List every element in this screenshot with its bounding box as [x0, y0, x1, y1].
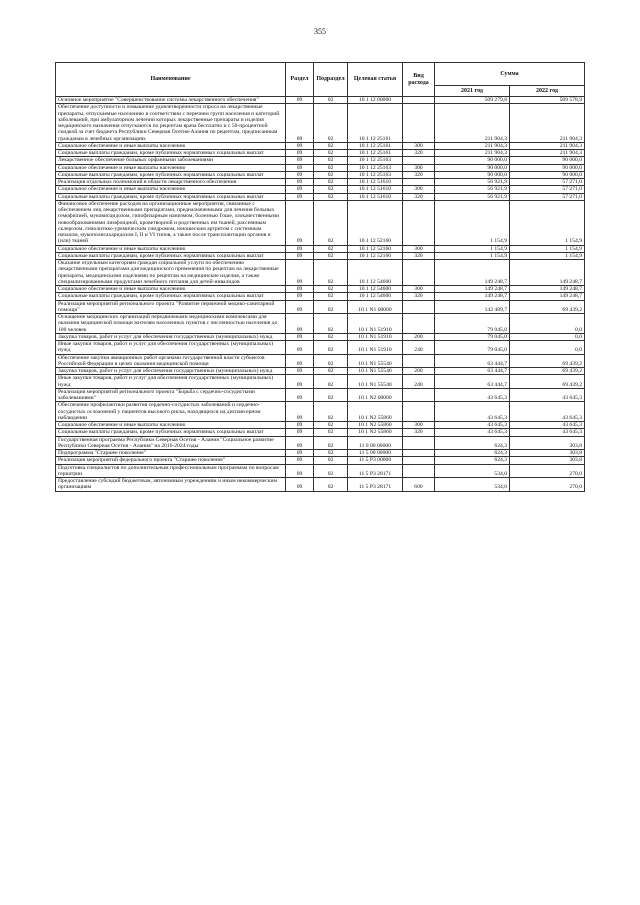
table-row [56, 422, 585, 429]
row-section: 09 [286, 388, 314, 402]
row-target: 10 1 N2 55860 [348, 422, 403, 429]
row-target: 11 0 00 00000 [348, 436, 403, 450]
row-sum-2021: 624,3 [435, 436, 510, 450]
row-subsection: 02 [314, 402, 348, 422]
row-subsection: 02 [314, 450, 348, 457]
row-expense-type: 300 [403, 164, 435, 171]
row-name: Иные закупки товаров, работ и услуг для обеспечения государственных (муниципальных) нужд [56, 341, 286, 355]
row-name: Подготовка специалистов по дополнительным профессиональным программам по вопросам гериатрии [56, 464, 286, 478]
row-sum-2021: 43 645,3 [435, 402, 510, 422]
row-section: 09 [286, 341, 314, 355]
row-sum-2022: 43 645,3 [510, 429, 585, 436]
table-row [56, 354, 585, 368]
row-section: 09 [286, 368, 314, 375]
row-name: Социальное обеспечение и иные выплаты населению [56, 422, 286, 429]
row-expense-type: 320 [403, 429, 435, 436]
row-section: 09 [286, 157, 314, 164]
row-name: Реализация отдельных полномочий в области лекарственного обеспечения [56, 179, 286, 186]
row-expense-type: 300 [403, 422, 435, 429]
row-sum-2022: 270,0 [510, 478, 585, 492]
row-section: 09 [286, 150, 314, 157]
row-name: Основное мероприятие "Совершенствование системы лекарственного обеспечения" [56, 97, 286, 104]
row-section: 09 [286, 97, 314, 104]
row-sum-2022: 43 645,3 [510, 422, 585, 429]
row-subsection: 02 [314, 422, 348, 429]
row-name: Реализация мероприятий регионального проекта "Развитие первичной медико-санитарной помощи" [56, 300, 286, 314]
row-sum-2021: 1 154,9 [435, 200, 510, 245]
row-sum-2022: 509 578,9 [510, 97, 585, 104]
row-target: 10 1 12 52160 [348, 200, 403, 245]
row-sum-2021: 534,0 [435, 464, 510, 478]
row-expense-type: 240 [403, 341, 435, 355]
row-name: Социальное обеспечение и иные выплаты населению [56, 142, 286, 149]
row-subsection: 02 [314, 375, 348, 389]
row-section: 09 [286, 478, 314, 492]
row-sum-2021: 211 904,3 [435, 150, 510, 157]
row-expense-type [403, 464, 435, 478]
row-subsection: 02 [314, 164, 348, 171]
table-row [56, 157, 585, 164]
row-sum-2022: 0,0 [510, 314, 585, 334]
row-name: Реализация мероприятий регионального проекта "Борьба с сердечно-сосудистыми заболеваниями" [56, 388, 286, 402]
row-section: 09 [286, 402, 314, 422]
row-name: Социальные выплаты гражданам, кроме публичных нормативных социальных выплат [56, 171, 286, 178]
row-sum-2022: 303,8 [510, 436, 585, 450]
row-sum-2022: 69 439,2 [510, 354, 585, 368]
row-section: 09 [286, 375, 314, 389]
row-name: Предоставление субсидий бюджетным, автономным учреждениям и иным некоммерческим организациям [56, 478, 286, 492]
row-section: 09 [286, 200, 314, 245]
row-expense-type: 300 [403, 286, 435, 293]
row-expense-type: 320 [403, 171, 435, 178]
row-sum-2021: 63 444,7 [435, 368, 510, 375]
row-sum-2021: 624,3 [435, 457, 510, 464]
row-sum-2022: 1 154,9 [510, 252, 585, 259]
row-sum-2022: 57 271,0 [510, 186, 585, 193]
row-target: 10 1 12 25163 [348, 157, 403, 164]
table-row [56, 478, 585, 492]
header-sum: Сумма [435, 63, 585, 86]
row-section: 09 [286, 450, 314, 457]
row-expense-type [403, 354, 435, 368]
row-subsection: 02 [314, 457, 348, 464]
row-target: 10 1 12 25163 [348, 164, 403, 171]
row-subsection: 02 [314, 429, 348, 436]
row-name: Государственная программа Республики Северная Осетия - Алания "Социальное развитие Республики Северная Осетия - Алания" на 2016-2024 годы [56, 436, 286, 450]
row-sum-2021: 1 154,9 [435, 252, 510, 259]
page-number: 355 [314, 27, 326, 36]
header-target: Целевая статья [348, 63, 403, 97]
row-name: Оснащение медицинских организаций передвижными медицинскими комплексами для оказания медицинской помощи жителям населенных пунктов с численностью населения до 100 человек [56, 314, 286, 334]
row-target: 10 1 N2 55860 [348, 402, 403, 422]
row-section: 09 [286, 179, 314, 186]
row-expense-type [403, 450, 435, 457]
row-section: 09 [286, 260, 314, 286]
row-subsection: 02 [314, 97, 348, 104]
row-subsection: 02 [314, 368, 348, 375]
row-name: Лекарственное обеспечение больных орфанными заболеваниями [56, 157, 286, 164]
table-row [56, 375, 585, 389]
row-sum-2022: 43 645,3 [510, 402, 585, 422]
table-row [56, 333, 585, 340]
table-row [56, 314, 585, 334]
table-row [56, 245, 585, 252]
row-section: 09 [286, 293, 314, 300]
row-target: 10 1 N1 51910 [348, 341, 403, 355]
row-section: 09 [286, 142, 314, 149]
row-target: 10 1 12 25161 [348, 150, 403, 157]
row-subsection: 02 [314, 150, 348, 157]
table-row [56, 171, 585, 178]
row-expense-type: 300 [403, 245, 435, 252]
table-row [56, 193, 585, 200]
table-body [56, 97, 585, 492]
row-section: 09 [286, 354, 314, 368]
row-sum-2021: 79 045,0 [435, 341, 510, 355]
row-subsection: 02 [314, 300, 348, 314]
row-target: 10 1 12 51610 [348, 179, 403, 186]
row-target: 10 1 12 52160 [348, 252, 403, 259]
row-expense-type: 320 [403, 193, 435, 200]
row-expense-type [403, 457, 435, 464]
table-row [56, 293, 585, 300]
row-target: 10 1 12 51610 [348, 193, 403, 200]
table-row [56, 429, 585, 436]
row-sum-2021: 56 921,9 [435, 179, 510, 186]
row-expense-type: 600 [403, 478, 435, 492]
row-sum-2021: 90 000,0 [435, 157, 510, 164]
row-subsection: 02 [314, 171, 348, 178]
row-subsection: 02 [314, 104, 348, 143]
row-sum-2022: 303,8 [510, 457, 585, 464]
row-expense-type [403, 436, 435, 450]
row-sum-2021: 79 045,0 [435, 333, 510, 340]
row-name: Обеспечение профилактики развития сердечно-сосудистых заболеваний и сердечно-сосудистых осложнений у пациентов высокого риска, находящихся на диспансерном наблюдении [56, 402, 286, 422]
row-expense-type: 320 [403, 252, 435, 259]
row-subsection: 02 [314, 245, 348, 252]
row-section: 09 [286, 436, 314, 450]
table-row [56, 464, 585, 478]
row-sum-2022: 69 439,2 [510, 300, 585, 314]
row-target: 10 1 N2 55860 [348, 429, 403, 436]
row-name: Социальное обеспечение и иные выплаты населению [56, 164, 286, 171]
row-name: Иные закупки товаров, работ и услуг для обеспечения государственных (муниципальных) нужд [56, 375, 286, 389]
row-subsection: 02 [314, 260, 348, 286]
row-sum-2021: 149 248,7 [435, 293, 510, 300]
row-name: Социальное обеспечение и иные выплаты населению [56, 245, 286, 252]
header-section: Раздел [286, 63, 314, 97]
row-expense-type [403, 179, 435, 186]
table-row [56, 457, 585, 464]
row-subsection: 02 [314, 293, 348, 300]
row-expense-type [403, 200, 435, 245]
row-sum-2022: 0,0 [510, 341, 585, 355]
row-sum-2021: 43 645,3 [435, 422, 510, 429]
row-sum-2022: 69 439,2 [510, 375, 585, 389]
row-sum-2021: 142 489,7 [435, 300, 510, 314]
row-name: Социальные выплаты гражданам, кроме публичных нормативных социальных выплат [56, 193, 286, 200]
row-target: 10 1 N1 55540 [348, 354, 403, 368]
row-subsection: 02 [314, 157, 348, 164]
row-subsection: 02 [314, 186, 348, 193]
row-subsection: 02 [314, 341, 348, 355]
table-row [56, 104, 585, 143]
table-row [56, 150, 585, 157]
row-name: Финансовое обеспечение расходов на организационные мероприятия, связанные с обеспечением лиц лекарственными препаратами, предназначенными для лечения больных гемофилией, муковисцидозом, гипофизарным нанизмом, болезнью Гоше, злокачественными новообразованиями лимфоидной, кроветворной и родственных им тканей, рассеянным склерозом, гемолитико-уремическим синдромом, юношеским артритом с системным началом, мукополисахаридозом I, II и VI типов, а также после трансплантации органов и (или) тканей [56, 200, 286, 245]
row-expense-type [403, 300, 435, 314]
row-target: 10 1 N1 00000 [348, 300, 403, 314]
row-target: 10 1 12 25161 [348, 142, 403, 149]
row-sum-2022: 0,0 [510, 333, 585, 340]
row-expense-type: 300 [403, 142, 435, 149]
row-target: 11 5 P3 00000 [348, 457, 403, 464]
row-expense-type [403, 402, 435, 422]
row-target: 10 1 N2 00000 [348, 388, 403, 402]
table-row [56, 436, 585, 450]
row-section: 09 [286, 314, 314, 334]
row-target: 11 5 00 00000 [348, 450, 403, 457]
row-section: 09 [286, 186, 314, 193]
table-row [56, 252, 585, 259]
row-sum-2021: 43 645,3 [435, 429, 510, 436]
row-subsection: 02 [314, 179, 348, 186]
row-section: 09 [286, 429, 314, 436]
table-row [56, 186, 585, 193]
row-sum-2021: 90 000,0 [435, 164, 510, 171]
row-subsection: 02 [314, 354, 348, 368]
row-expense-type: 240 [403, 375, 435, 389]
row-target: 11 5 P3 28171 [348, 464, 403, 478]
row-name: Оказание отдельным категориям граждан социальной услуги по обеспечению лекарственными препаратами для медицинского применения по рецептам на лекарственные препараты, медицинскими изделиями по рецептам на медицинские изделия, а также специализированными продуктами лечебного питания для детей-инвалидов [56, 260, 286, 286]
row-subsection: 02 [314, 436, 348, 450]
row-section: 09 [286, 457, 314, 464]
row-sum-2021: 63 444,7 [435, 375, 510, 389]
row-target: 10 1 N1 51910 [348, 314, 403, 334]
table-row [56, 97, 585, 104]
table-row [56, 450, 585, 457]
table-row [56, 179, 585, 186]
row-name: Социальное обеспечение и иные выплаты населению [56, 186, 286, 193]
row-sum-2021: 509 279,8 [435, 97, 510, 104]
row-target: 10 1 12 54600 [348, 260, 403, 286]
table-row [56, 164, 585, 171]
row-sum-2022: 149 248,7 [510, 293, 585, 300]
row-sum-2022: 90 000,0 [510, 164, 585, 171]
row-section: 09 [286, 252, 314, 259]
header-year-2022: 2022 год [510, 86, 585, 97]
header-name: Наименование [56, 63, 286, 97]
row-expense-type [403, 104, 435, 143]
row-sum-2021: 43 645,3 [435, 388, 510, 402]
row-section: 09 [286, 164, 314, 171]
row-sum-2022: 57 271,0 [510, 193, 585, 200]
row-section: 09 [286, 333, 314, 340]
row-name: Обеспечение доступности и повышение удовлетворенности спроса на лекарственные препараты, отпускаемые населению в соответствии с перечнем групп населения и категорий заболеваний, при амбулаторном лечении которых лекарственные препараты и изделия медицинского назначения отпускаются по рецептам врача бесплатно и с 50-процентной скидкой за счет бюджета Республики Северная Осетия-Алания по рецептам, предписанным гражданам в лечебных организациях [56, 104, 286, 143]
row-sum-2022: 43 645,3 [510, 388, 585, 402]
table-row [56, 142, 585, 149]
table-row [56, 260, 585, 286]
table-row [56, 402, 585, 422]
row-expense-type: 320 [403, 150, 435, 157]
row-sum-2021: 1 154,9 [435, 245, 510, 252]
row-subsection: 02 [314, 252, 348, 259]
row-sum-2022: 149 248,7 [510, 286, 585, 293]
row-name: Реализация мероприятий федерального проекта "Старшее поколение" [56, 457, 286, 464]
row-sum-2021: 56 921,9 [435, 186, 510, 193]
row-sum-2022: 211 904,3 [510, 104, 585, 143]
budget-table [55, 62, 585, 492]
row-expense-type [403, 157, 435, 164]
row-sum-2021: 90 000,0 [435, 171, 510, 178]
row-sum-2021: 149 248,7 [435, 260, 510, 286]
row-name: Социальные выплаты гражданам, кроме публичных нормативных социальных выплат [56, 429, 286, 436]
table-row [56, 368, 585, 375]
row-sum-2021: 149 248,7 [435, 286, 510, 293]
row-sum-2022: 270,0 [510, 464, 585, 478]
row-name: Социальные выплаты гражданам, кроме публичных нормативных социальных выплат [56, 150, 286, 157]
row-name: Социальное обеспечение и иные выплаты населению [56, 286, 286, 293]
row-target: 10 1 12 52160 [348, 245, 403, 252]
row-sum-2021: 211 904,3 [435, 104, 510, 143]
row-sum-2022: 211 904,3 [510, 142, 585, 149]
header-expense-type: Вид расхода [403, 63, 435, 97]
row-target: 10 1 N1 55540 [348, 368, 403, 375]
row-sum-2022: 1 154,9 [510, 245, 585, 252]
row-subsection: 02 [314, 464, 348, 478]
table-row [56, 286, 585, 293]
row-target: 10 1 12 54600 [348, 286, 403, 293]
row-sum-2022: 90 000,0 [510, 157, 585, 164]
row-expense-type [403, 97, 435, 104]
row-section: 09 [286, 245, 314, 252]
row-sum-2022: 1 154,9 [510, 200, 585, 245]
row-name: Подпрограмма "Старшее поколение" [56, 450, 286, 457]
row-section: 09 [286, 104, 314, 143]
row-subsection: 02 [314, 286, 348, 293]
row-subsection: 02 [314, 193, 348, 200]
row-expense-type [403, 388, 435, 402]
row-sum-2021: 534,0 [435, 478, 510, 492]
header-subsection: Подраздел [314, 63, 348, 97]
row-expense-type: 200 [403, 333, 435, 340]
row-sum-2022: 149 248,7 [510, 260, 585, 286]
row-target: 10 1 12 25161 [348, 104, 403, 143]
row-subsection: 02 [314, 388, 348, 402]
header-year-2021: 2021 год [435, 86, 510, 97]
row-target: 10 1 12 00000 [348, 97, 403, 104]
row-target: 10 1 N1 51910 [348, 333, 403, 340]
table-row [56, 200, 585, 245]
row-sum-2022: 211 904,3 [510, 150, 585, 157]
row-section: 09 [286, 193, 314, 200]
row-section: 09 [286, 171, 314, 178]
row-sum-2021: 63 444,7 [435, 354, 510, 368]
table-row [56, 388, 585, 402]
row-sum-2021: 79 045,0 [435, 314, 510, 334]
table-row [56, 341, 585, 355]
row-sum-2021: 211 904,3 [435, 142, 510, 149]
row-sum-2022: 69 439,2 [510, 368, 585, 375]
row-section: 09 [286, 464, 314, 478]
row-subsection: 02 [314, 142, 348, 149]
row-section: 09 [286, 286, 314, 293]
row-expense-type: 300 [403, 186, 435, 193]
row-subsection: 02 [314, 333, 348, 340]
row-sum-2022: 57 271,0 [510, 179, 585, 186]
row-expense-type: 200 [403, 368, 435, 375]
table-row [56, 300, 585, 314]
row-name: Обеспечение закупки авиационных работ органами государственной власти субъектов Российской Федерации в целях оказания медицинской помощи [56, 354, 286, 368]
row-name: Социальные выплаты гражданам, кроме публичных нормативных социальных выплат [56, 293, 286, 300]
row-sum-2021: 624,3 [435, 450, 510, 457]
row-target: 10 1 12 51610 [348, 186, 403, 193]
row-sum-2022: 90 000,0 [510, 171, 585, 178]
row-section: 09 [286, 422, 314, 429]
row-sum-2021: 56 921,9 [435, 193, 510, 200]
row-expense-type [403, 314, 435, 334]
row-subsection: 02 [314, 478, 348, 492]
row-target: 11 5 P3 28171 [348, 478, 403, 492]
row-target: 10 1 12 25163 [348, 171, 403, 178]
row-sum-2022: 303,8 [510, 450, 585, 457]
row-target: 10 1 12 54600 [348, 293, 403, 300]
row-subsection: 02 [314, 200, 348, 245]
row-name: Закупка товаров, работ и услуг для обеспечения государственных (муниципальных) нужд [56, 368, 286, 375]
row-name: Закупка товаров, работ и услуг для обеспечения государственных (муниципальных) нужд [56, 333, 286, 340]
row-section: 09 [286, 300, 314, 314]
row-expense-type [403, 260, 435, 286]
row-subsection: 02 [314, 314, 348, 334]
row-expense-type: 320 [403, 293, 435, 300]
row-target: 10 1 N1 55540 [348, 375, 403, 389]
row-name: Социальные выплаты гражданам, кроме публичных нормативных социальных выплат [56, 252, 286, 259]
